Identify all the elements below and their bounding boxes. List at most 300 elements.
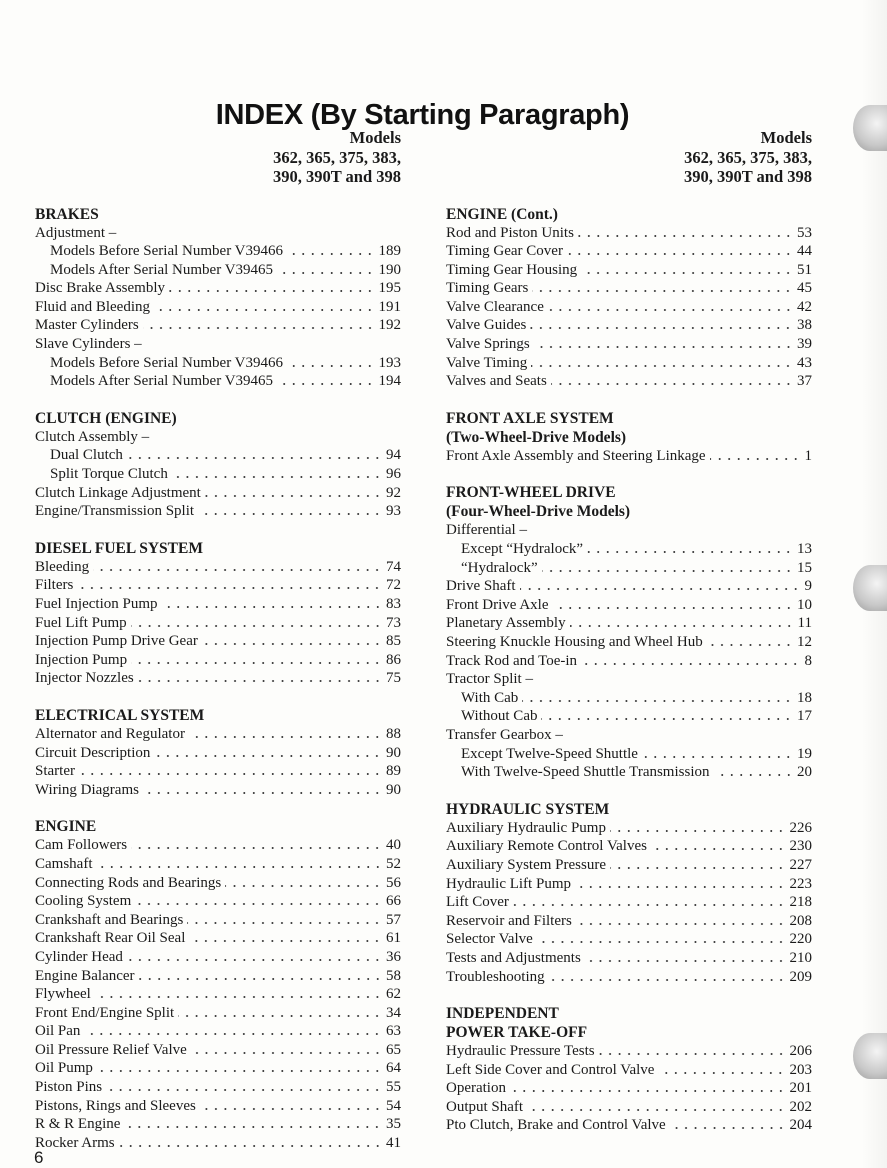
dot-leader bbox=[97, 866, 383, 868]
dot-leader bbox=[513, 904, 786, 906]
index-entry bbox=[35, 298, 401, 317]
dot-leader bbox=[287, 365, 374, 367]
index-entry bbox=[446, 596, 812, 615]
entry-label: Timing Gear Housing bbox=[446, 261, 578, 278]
entry-label: With Cab bbox=[461, 689, 519, 706]
dot-leader bbox=[610, 867, 786, 869]
entry-label: Valve Springs bbox=[446, 336, 530, 353]
dot-leader bbox=[578, 235, 793, 237]
entry-page: 51 bbox=[797, 261, 812, 278]
index-entry bbox=[35, 892, 401, 911]
entry-label: Filters bbox=[35, 577, 74, 594]
entry-label: Differential – bbox=[446, 522, 527, 539]
index-section bbox=[35, 539, 401, 688]
index-entry bbox=[35, 836, 401, 855]
page-title: INDEX (By Starting Paragraph) bbox=[215, 99, 630, 132]
dot-leader bbox=[567, 253, 793, 255]
index-entry bbox=[446, 856, 812, 875]
entry-page: 12 bbox=[797, 634, 812, 650]
index-entry bbox=[446, 893, 812, 912]
index-entry bbox=[35, 614, 401, 633]
entry-page: 201 bbox=[789, 1080, 812, 1097]
entry-label: Auxiliary Hydraulic Pump bbox=[446, 819, 606, 836]
entry-label: Oil Pressure Relief Valve bbox=[35, 1041, 187, 1058]
dot-leader bbox=[531, 532, 800, 534]
entry-page: 73 bbox=[386, 614, 401, 631]
dot-leader bbox=[154, 755, 382, 757]
index-entry bbox=[35, 744, 401, 763]
entry-label: Engine/Transmission Split bbox=[35, 503, 195, 520]
dot-leader bbox=[567, 737, 800, 739]
dot-leader bbox=[202, 643, 382, 645]
entry-label: Piston Pins bbox=[35, 1079, 103, 1096]
dot-leader bbox=[225, 885, 382, 887]
index-entry bbox=[35, 428, 401, 447]
models-header-line: 362, 365, 375, 383, bbox=[273, 147, 401, 167]
index-entry bbox=[35, 948, 401, 967]
entry-page: 220 bbox=[789, 931, 812, 948]
dot-leader bbox=[707, 644, 793, 646]
dot-leader bbox=[172, 476, 382, 478]
index-entry bbox=[35, 558, 401, 577]
entry-label: Troubleshooting bbox=[446, 968, 545, 985]
dot-leader bbox=[532, 290, 793, 292]
section-heading: ENGINE bbox=[35, 818, 97, 836]
entry-label: Front Drive Axle bbox=[446, 596, 549, 613]
index-entry bbox=[446, 837, 812, 856]
entry-page: 40 bbox=[386, 837, 401, 854]
entry-page: 20 bbox=[797, 764, 812, 781]
entry-page: 56 bbox=[386, 874, 401, 891]
dot-leader bbox=[670, 1127, 786, 1129]
entry-label: Oil Pump bbox=[35, 1060, 93, 1077]
entry-page: 53 bbox=[797, 224, 812, 241]
entry-label: Clutch Linkage Adjustment bbox=[35, 484, 201, 501]
entry-page: 206 bbox=[789, 1043, 812, 1060]
entry-page: 75 bbox=[386, 670, 401, 687]
index-entry bbox=[446, 316, 812, 335]
entry-label: With Twelve-Speed Shuttle Transmission bbox=[461, 764, 710, 781]
index-entry bbox=[35, 261, 401, 280]
section-heading: HYDRAULIC SYSTEM bbox=[446, 800, 610, 818]
index-section bbox=[446, 1004, 812, 1135]
index-column-right bbox=[446, 128, 812, 1135]
entry-label: Timing Gear Cover bbox=[446, 243, 563, 260]
page-number: 6 bbox=[34, 1148, 44, 1167]
dot-leader bbox=[93, 569, 382, 571]
entry-label: Pto Clutch, Brake and Control Valve bbox=[446, 1117, 666, 1134]
entry-page: 230 bbox=[789, 838, 812, 855]
index-entry bbox=[446, 298, 812, 317]
entry-label: Without Cab bbox=[461, 708, 538, 725]
dot-leader bbox=[610, 830, 786, 832]
section-heading: FRONT AXLE SYSTEM bbox=[446, 409, 614, 427]
index-entry bbox=[446, 224, 812, 243]
index-entry bbox=[446, 521, 812, 540]
entry-page: 85 bbox=[386, 633, 401, 650]
index-entry bbox=[35, 669, 401, 688]
index-entry bbox=[446, 354, 812, 373]
entry-page: 44 bbox=[797, 243, 812, 260]
dot-leader bbox=[124, 1126, 382, 1128]
dot-leader bbox=[143, 792, 382, 794]
entry-page: 94 bbox=[386, 447, 401, 464]
index-entry bbox=[446, 819, 812, 838]
dot-leader bbox=[522, 700, 793, 702]
index-entry bbox=[35, 1022, 401, 1041]
entry-page: 38 bbox=[797, 317, 812, 334]
entry-label: Cam Followers bbox=[35, 837, 128, 854]
dot-leader bbox=[191, 1052, 382, 1054]
dot-leader bbox=[84, 1033, 382, 1035]
entry-label: Injection Pump bbox=[35, 651, 128, 668]
section-heading: POWER TAKE-OFF bbox=[446, 1024, 588, 1042]
dot-leader bbox=[585, 960, 786, 962]
entry-label: Cooling System bbox=[35, 893, 132, 910]
index-entry bbox=[35, 967, 401, 986]
section-heading: INDEPENDENT bbox=[446, 1005, 559, 1023]
dot-leader bbox=[131, 625, 382, 627]
entry-page: 36 bbox=[386, 948, 401, 965]
index-entry bbox=[35, 929, 401, 948]
entry-label: Connecting Rods and Bearings bbox=[35, 874, 222, 891]
entry-label: Master Cylinders bbox=[35, 317, 139, 334]
section-heading: (Four-Wheel-Drive Models) bbox=[446, 503, 631, 521]
dot-leader bbox=[79, 773, 382, 775]
models-header-line: 362, 365, 375, 383, bbox=[684, 147, 812, 167]
entry-label: Auxiliary System Pressure bbox=[446, 856, 606, 873]
index-section bbox=[446, 205, 812, 391]
entry-label: Drive Shaft bbox=[446, 578, 516, 595]
binder-hole bbox=[853, 1033, 887, 1079]
index-entry bbox=[35, 279, 401, 298]
entry-page: 193 bbox=[378, 354, 401, 371]
entry-label: Steering Knuckle Housing and Wheel Hub bbox=[446, 634, 703, 650]
index-entry bbox=[446, 261, 812, 280]
index-entry bbox=[35, 354, 401, 373]
index-entry bbox=[35, 335, 401, 354]
entry-label: Clutch Assembly – bbox=[35, 428, 150, 445]
binder-hole bbox=[853, 105, 887, 151]
entry-page: 19 bbox=[797, 745, 812, 762]
entry-label: Front Axle Assembly and Steering Linkage bbox=[446, 447, 706, 464]
entry-page: 227 bbox=[789, 856, 812, 873]
models-header bbox=[446, 128, 812, 187]
entry-page: 63 bbox=[386, 1023, 401, 1040]
entry-label: Engine Balancer bbox=[35, 967, 135, 984]
models-header-line: Models bbox=[349, 128, 401, 147]
dot-leader bbox=[542, 570, 793, 572]
entry-label: Split Torque Clutch bbox=[50, 466, 168, 483]
index-section bbox=[35, 706, 401, 799]
dot-leader bbox=[520, 588, 800, 590]
dot-leader bbox=[187, 922, 382, 924]
entry-label: Injector Nozzles bbox=[35, 670, 134, 687]
index-entry bbox=[35, 1004, 401, 1023]
index-entry bbox=[35, 484, 401, 503]
index-entry bbox=[35, 576, 401, 595]
entry-page: 15 bbox=[797, 559, 812, 576]
entry-label: Crankshaft and Bearings bbox=[35, 911, 184, 928]
entry-page: 64 bbox=[386, 1060, 401, 1077]
entry-label: Tests and Adjustments bbox=[446, 949, 581, 966]
entry-page: 34 bbox=[386, 1004, 401, 1021]
section-heading: DIESEL FUEL SYSTEM bbox=[35, 539, 203, 557]
entry-label: “Hydralock” bbox=[461, 559, 538, 576]
dot-leader bbox=[135, 903, 382, 905]
entry-label: Slave Cylinders – bbox=[35, 336, 142, 353]
dot-leader bbox=[287, 253, 374, 255]
dot-leader bbox=[599, 1053, 786, 1055]
entry-page: 13 bbox=[797, 541, 812, 558]
entry-label: Track Rod and Toe-in bbox=[446, 652, 578, 669]
index-entry bbox=[35, 632, 401, 651]
entry-page: 41 bbox=[386, 1134, 401, 1151]
entry-page: 202 bbox=[789, 1098, 812, 1115]
index-section bbox=[35, 205, 401, 391]
entry-label: Wiring Diagrams bbox=[35, 781, 139, 798]
entry-label: Models Before Serial Number V39466 bbox=[50, 354, 284, 371]
entry-label: Lift Cover bbox=[446, 894, 509, 911]
index-entry bbox=[446, 372, 812, 391]
dot-leader bbox=[153, 439, 389, 441]
entry-page: 218 bbox=[789, 894, 812, 911]
index-entry bbox=[35, 762, 401, 781]
index-entry bbox=[446, 670, 812, 689]
entry-label: Left Side Cover and Control Valve bbox=[446, 1061, 655, 1078]
entry-label: Starter bbox=[35, 763, 75, 780]
entry-page: 42 bbox=[797, 298, 812, 315]
index-section bbox=[446, 800, 812, 986]
entry-label: Adjustment – bbox=[35, 224, 117, 241]
entry-label: Except “Hydralock” bbox=[461, 541, 584, 558]
entry-label: Front End/Engine Split bbox=[35, 1004, 175, 1021]
entry-label: Auxiliary Remote Control Valves bbox=[446, 838, 647, 855]
section-heading: FRONT-WHEEL DRIVE bbox=[446, 484, 616, 502]
dot-leader bbox=[537, 681, 800, 683]
index-entry bbox=[446, 540, 812, 559]
index-entry bbox=[35, 874, 401, 893]
dot-leader bbox=[581, 663, 800, 665]
models-header-line: 390, 390T and 398 bbox=[683, 167, 812, 186]
entry-label: Reservoir and Filters bbox=[446, 912, 572, 929]
dot-leader bbox=[97, 1070, 382, 1072]
index-entry bbox=[446, 559, 812, 578]
entry-page: 66 bbox=[386, 893, 401, 910]
entry-label: Valve Timing bbox=[446, 354, 528, 371]
index-entry bbox=[446, 1098, 812, 1117]
index-entry bbox=[35, 855, 401, 874]
index-entry bbox=[35, 502, 401, 521]
index-entry bbox=[446, 652, 812, 671]
entry-page: 58 bbox=[386, 967, 401, 984]
dot-leader bbox=[534, 346, 793, 348]
index-entry bbox=[35, 651, 401, 670]
dot-leader bbox=[162, 606, 383, 608]
entry-page: 83 bbox=[386, 596, 401, 612]
index-entry bbox=[446, 633, 812, 652]
index-entry bbox=[35, 465, 401, 484]
dot-leader bbox=[200, 1108, 382, 1110]
entry-label: Timing Gears bbox=[446, 280, 529, 297]
index-entry bbox=[446, 242, 812, 261]
entry-label: Operation bbox=[446, 1080, 506, 1097]
binder-hole bbox=[853, 565, 887, 611]
index-entry bbox=[446, 912, 812, 931]
entry-page: 204 bbox=[789, 1117, 812, 1134]
dot-leader bbox=[127, 959, 382, 961]
entry-page: 11 bbox=[797, 615, 812, 632]
entry-page: 90 bbox=[386, 744, 401, 761]
index-entry bbox=[446, 1079, 812, 1098]
index-section bbox=[446, 409, 812, 466]
index-entry bbox=[446, 930, 812, 949]
entry-page: 9 bbox=[804, 578, 812, 595]
dot-leader bbox=[131, 662, 382, 664]
entry-page: 1 bbox=[804, 447, 812, 464]
index-entry bbox=[35, 372, 401, 391]
entry-page: 192 bbox=[378, 317, 401, 334]
dot-leader bbox=[530, 327, 793, 329]
dot-leader bbox=[106, 1089, 382, 1091]
entry-page: 8 bbox=[804, 652, 812, 669]
entry-page: 88 bbox=[386, 725, 401, 742]
dot-leader bbox=[642, 756, 793, 758]
entry-label: Oil Pan bbox=[35, 1023, 81, 1040]
index-entry bbox=[35, 242, 401, 261]
index-entry bbox=[446, 335, 812, 354]
entry-label: Rocker Arms bbox=[35, 1134, 115, 1151]
entry-page: 93 bbox=[386, 503, 401, 520]
entry-page: 194 bbox=[378, 373, 401, 390]
entry-label: Hydraulic Pressure Tests bbox=[446, 1043, 595, 1060]
entry-label: Rod and Piston Units bbox=[446, 224, 574, 241]
index-entry bbox=[446, 1061, 812, 1080]
entry-page: 61 bbox=[386, 930, 401, 947]
entry-page: 90 bbox=[386, 781, 401, 798]
entry-label: Tractor Split – bbox=[446, 671, 533, 688]
dot-leader bbox=[277, 272, 374, 274]
entry-label: Flywheel bbox=[35, 986, 91, 1003]
index-entry bbox=[446, 279, 812, 298]
index-entry bbox=[35, 1115, 401, 1134]
dot-leader bbox=[146, 346, 389, 348]
index-entry bbox=[446, 745, 812, 764]
entry-page: 223 bbox=[789, 875, 812, 892]
section-heading: BRAKES bbox=[35, 205, 99, 223]
dot-leader bbox=[119, 1145, 382, 1147]
index-entry bbox=[446, 763, 812, 782]
entry-page: 52 bbox=[386, 855, 401, 872]
entry-label: R & R Engine bbox=[35, 1116, 121, 1133]
entry-page: 18 bbox=[797, 689, 812, 706]
dot-leader bbox=[189, 940, 382, 942]
index-section bbox=[446, 483, 812, 781]
dot-leader bbox=[714, 774, 794, 776]
index-entry bbox=[35, 985, 401, 1004]
entry-page: 74 bbox=[386, 558, 401, 575]
entry-label: Pistons, Rings and Sleeves bbox=[35, 1097, 196, 1114]
entry-page: 191 bbox=[378, 298, 401, 315]
entry-label: Alternator and Regulator bbox=[35, 725, 185, 742]
entry-page: 35 bbox=[386, 1116, 401, 1133]
entry-page: 190 bbox=[378, 261, 401, 278]
dot-leader bbox=[154, 309, 375, 311]
index-entry bbox=[35, 446, 401, 465]
dot-leader bbox=[553, 607, 794, 609]
entry-page: 43 bbox=[797, 354, 812, 371]
dot-leader bbox=[139, 978, 382, 980]
entry-label: Circuit Description bbox=[35, 744, 151, 761]
entry-page: 17 bbox=[797, 708, 812, 725]
section-heading: (Two-Wheel-Drive Models) bbox=[446, 428, 627, 446]
index-entry bbox=[446, 726, 812, 745]
entry-label: Except Twelve-Speed Shuttle bbox=[461, 745, 638, 762]
dot-leader bbox=[570, 625, 794, 627]
index-entry bbox=[35, 725, 401, 744]
dot-leader bbox=[537, 941, 786, 943]
dot-leader bbox=[205, 495, 382, 497]
index-entry bbox=[446, 949, 812, 968]
entry-label: Valve Clearance bbox=[446, 298, 544, 315]
dot-leader bbox=[658, 1072, 785, 1074]
entry-label: Models After Serial Number V39465 bbox=[50, 261, 274, 278]
entry-label: Disc Brake Assembly bbox=[35, 280, 165, 297]
entry-label: Models After Serial Number V39465 bbox=[50, 373, 274, 390]
entry-label: Selector Valve bbox=[446, 931, 533, 948]
models-header-line: Models bbox=[760, 128, 812, 147]
index-entry bbox=[35, 224, 401, 243]
index-entry bbox=[35, 781, 401, 800]
index-entry bbox=[35, 911, 401, 930]
index-entry bbox=[446, 447, 812, 466]
entry-label: Transfer Gearbox – bbox=[446, 726, 563, 743]
entry-label: Bleeding bbox=[35, 558, 90, 575]
index-entry bbox=[35, 1078, 401, 1097]
entry-page: 57 bbox=[386, 911, 401, 928]
index-entry bbox=[446, 875, 812, 894]
index-entry bbox=[35, 1134, 401, 1153]
entry-label: Output Shaft bbox=[446, 1098, 524, 1115]
entry-page: 209 bbox=[789, 968, 812, 985]
entry-page: 62 bbox=[386, 986, 401, 1003]
entry-page: 55 bbox=[386, 1079, 401, 1096]
entry-page: 210 bbox=[789, 949, 812, 966]
entry-page: 37 bbox=[797, 373, 812, 390]
dot-leader bbox=[510, 1090, 786, 1092]
index-entry bbox=[446, 1042, 812, 1061]
dot-leader bbox=[531, 365, 793, 367]
dot-leader bbox=[551, 383, 793, 385]
dot-leader bbox=[710, 458, 800, 460]
entry-label: Hydraulic Lift Pump bbox=[446, 875, 571, 892]
dot-leader bbox=[651, 848, 786, 850]
entry-page: 10 bbox=[797, 596, 812, 613]
dot-leader bbox=[189, 736, 382, 738]
dot-leader bbox=[527, 1109, 785, 1111]
entry-page: 65 bbox=[386, 1041, 401, 1058]
dot-leader bbox=[127, 457, 382, 459]
index-entry bbox=[446, 1116, 812, 1135]
index-entry bbox=[446, 577, 812, 596]
dot-leader bbox=[575, 886, 786, 888]
entry-page: 45 bbox=[797, 280, 812, 297]
models-header-line: 390, 390T and 398 bbox=[272, 167, 401, 186]
index-entry bbox=[35, 1041, 401, 1060]
entry-label: Fuel Injection Pump bbox=[35, 596, 158, 612]
index-entry bbox=[446, 707, 812, 726]
dot-leader bbox=[541, 718, 793, 720]
